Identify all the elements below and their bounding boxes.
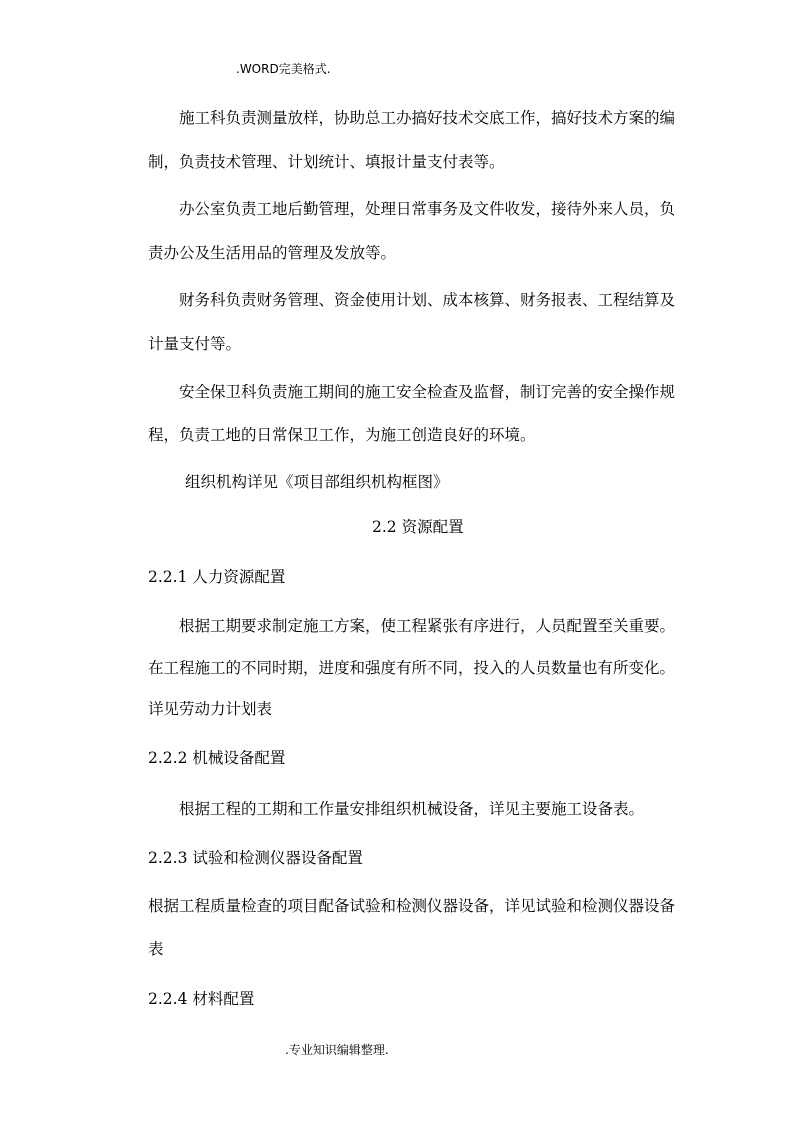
subsection-heading: 2.2.1 人力资源配置: [148, 568, 286, 586]
paragraph-line: 责办公及生活用品的管理及发放等。: [148, 244, 397, 262]
section-heading: 2.2 资源配置: [372, 518, 464, 536]
paragraph-line: 制，负责技术管理、计划统计、填报计量支付表等。: [148, 153, 505, 171]
paragraph-line: 根据工期要求制定施工方案，使工程紧张有序进行，人员配置至关重要。: [179, 617, 676, 635]
page-footer: .专业知识编辑整理.: [285, 1043, 389, 1057]
paragraph-line: 根据工程的工期和工作量安排组织机械设备，详见主要施工设备表。: [179, 800, 645, 818]
page-header: .WORD完美格式.: [236, 62, 331, 76]
paragraph-line: 财务科负责财务管理、资金使用计划、成本核算、财务报表、工程结算及: [179, 291, 676, 309]
paragraph-line: 根据工程质量检查的项目配备试验和检测仪器设备，详见试验和检测仪器设备: [148, 897, 676, 915]
subsection-heading: 2.2.3 试验和检测仪器设备配置: [148, 849, 363, 867]
subsection-heading: 2.2.2 机械设备配置: [148, 749, 286, 767]
paragraph-line: 详见劳动力计划表: [148, 700, 273, 718]
paragraph-line: 程，负责工地的日常保卫工作，为施工创造良好的环境。: [148, 426, 536, 444]
paragraph-line: 办公室负责工地后勤管理，处理日常事务及文件收发，接待外来人员，负: [179, 200, 676, 218]
paragraph-line: 表: [148, 940, 164, 958]
paragraph-line: 组织机构详见《项目部组织机构框图》: [185, 473, 449, 491]
subsection-heading: 2.2.4 材料配置: [148, 990, 255, 1008]
paragraph-line: 施工科负责测量放样，协助总工办搞好技术交底工作，搞好技术方案的编: [179, 109, 676, 127]
paragraph-line: 在工程施工的不同时期，进度和强度有所不同，投入的人员数量也有所变化。: [148, 659, 676, 677]
paragraph-line: 安全保卫科负责施工期间的施工安全检查及监督，制订完善的安全操作规: [179, 383, 676, 401]
paragraph-line: 计量支付等。: [148, 335, 242, 353]
